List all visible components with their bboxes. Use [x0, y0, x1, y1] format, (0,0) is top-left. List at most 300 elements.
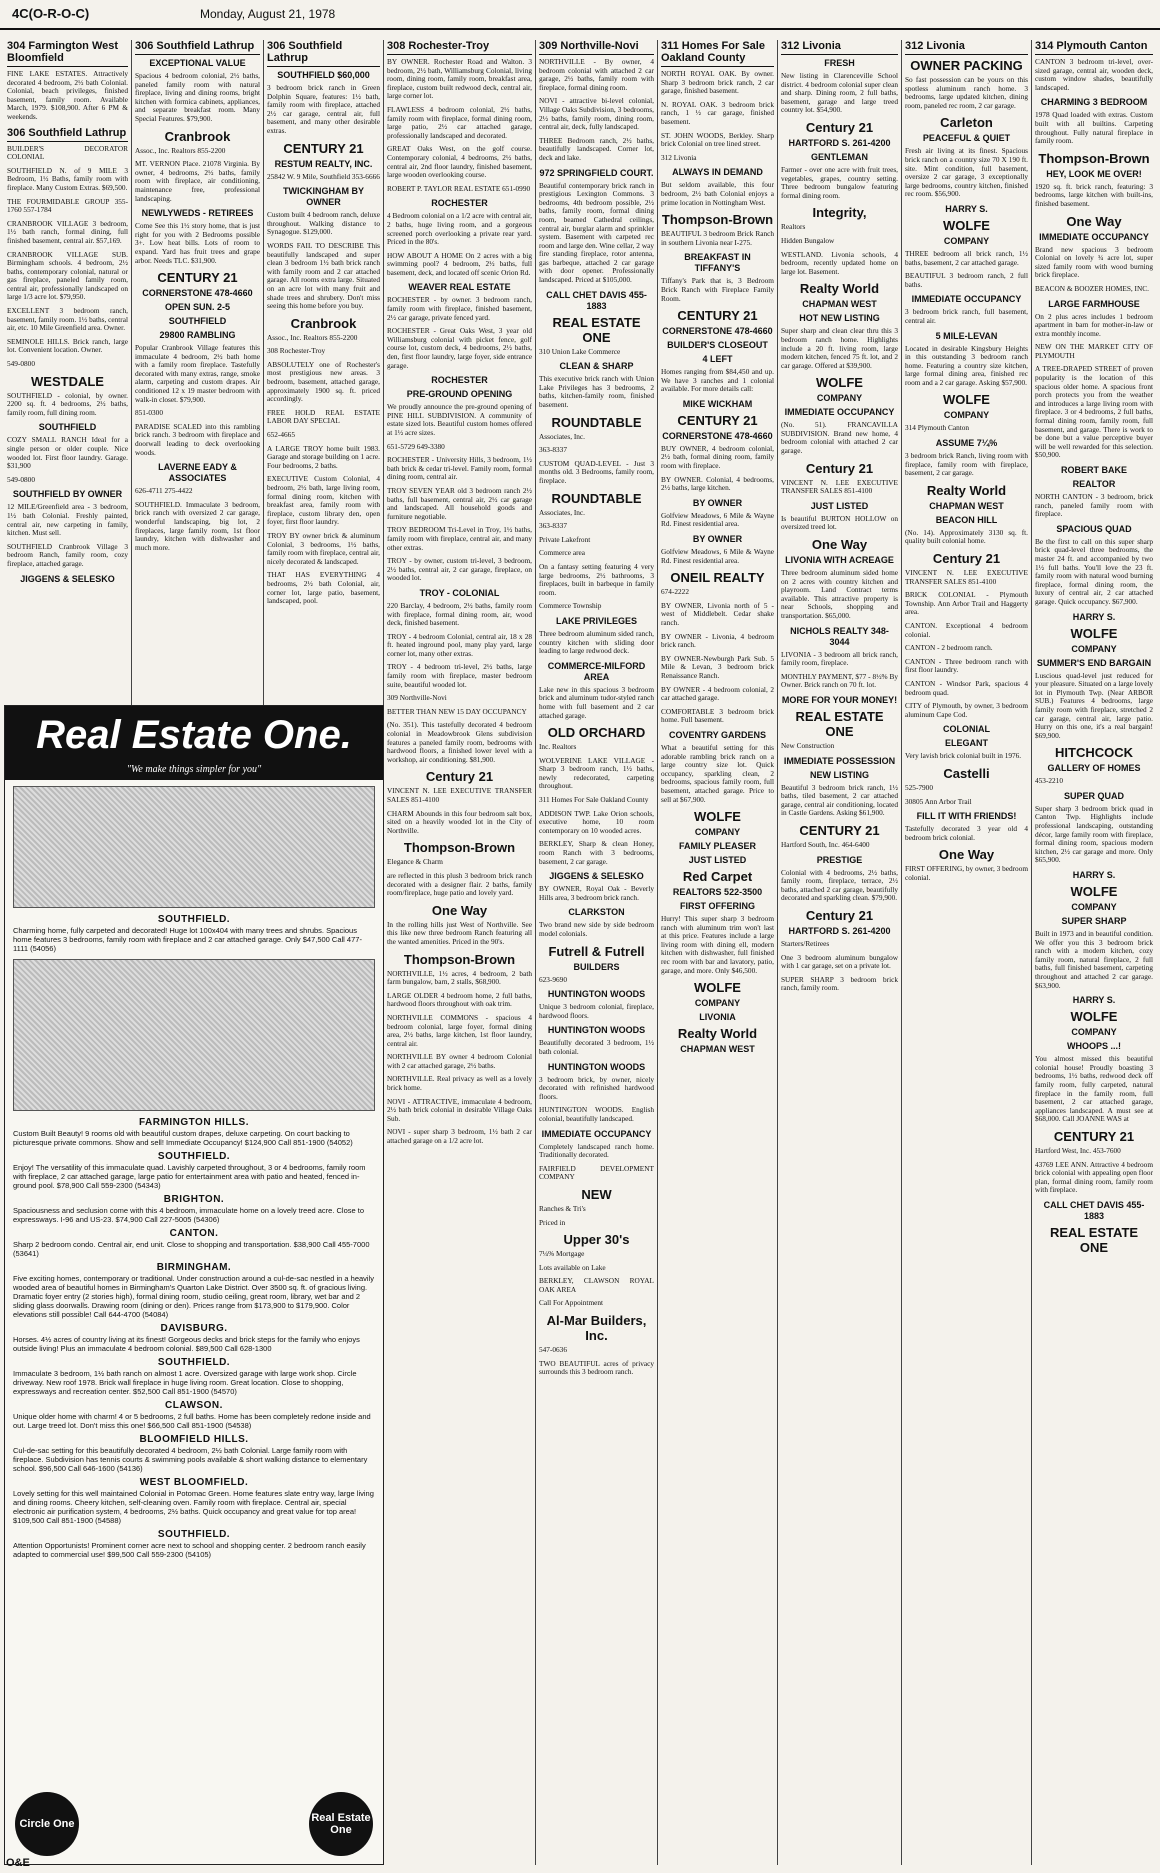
- ad-heading: WOLFE: [1070, 625, 1118, 641]
- ad-heading: ELEGANT: [944, 738, 988, 749]
- ad-heading: OLD ORCHARD: [547, 725, 646, 741]
- ad-heading: ROUNDTABLE: [551, 414, 642, 430]
- classified-column-5: [536, 40, 658, 1865]
- classified-ad: FREE HOLD REAL ESTATE LABOR DAY SPECIAL: [267, 407, 380, 426]
- classified-ad: MT. VERNON Place. 21078 Virginia. By owner, 4 bedrooms, 2½ baths, family room with fireplace, air conditioning, maintenance free, professional landscaping.: [135, 159, 260, 203]
- listing-heading: SOUTHFIELD.: [157, 914, 231, 925]
- listing-heading: SOUTHFIELD.: [157, 1529, 231, 1540]
- classified-ad: BRICK COLONIAL - Plymouth Township. Ann Arbor Trail and Haggerty area.: [905, 590, 1028, 617]
- ad-heading: COLONIAL: [943, 724, 990, 735]
- ad-heading: HUNTINGTON WOODS: [547, 1025, 646, 1036]
- classified-ad: 549-0800: [7, 359, 35, 369]
- classified-ad: BY OWNER - Livonia, 4 bedroom brick ranch.: [661, 631, 774, 650]
- classified-ad: 3 bedroom brick ranch in Green Dolphin Square, features: 1½ bath, family room with fireplace, attached 2½ car garage, central air, full basement, and many other desirable extras.: [267, 83, 380, 135]
- ad-heading: COMPANY: [943, 410, 990, 421]
- classified-ad: Ranches & Tri's: [539, 1203, 586, 1213]
- classified-ad: On 2 plus acres includes 1 bedroom apartment in barn for mother-in-law or extra monthly income.: [1035, 311, 1153, 338]
- classified-ad: BERKLEY, CLAWSON ROYAL OAK AREA: [539, 1276, 654, 1294]
- page-footer: O&E: [6, 1857, 30, 1869]
- classified-ad: You almost missed this beautiful colonial house! Proudly boasting 3 bedrooms, 1½ baths, redwood deck off family room, fully carpeted, natural fireplace in the family room, full basement, 2 car attached garage, appliances landscaped. A must see at $68,000. Call JOANNE WAS at: [1035, 1054, 1153, 1124]
- ad-heading: MORE FOR YOUR MONEY!: [781, 694, 898, 705]
- classified-ad: FLAWLESS 4 bedroom colonial, 2½ baths, family room with fireplace, formal dining room, large patio, 2½ car attached garage, professionally landscaped and decorated.: [387, 104, 532, 140]
- ad-heading: ASSUME 7¼%: [935, 438, 998, 449]
- ad-heading: Red Carpet: [682, 869, 753, 885]
- ad-heading: Thompson-Brown: [661, 212, 774, 228]
- house-photo-icon: [13, 786, 375, 908]
- ad-heading: One Way: [1066, 213, 1122, 229]
- classified-ad: FIRST OFFERING, by owner, 3 bedroom colonial.: [905, 864, 1029, 882]
- ad-heading: CHAPMAN WEST: [680, 1044, 755, 1055]
- classified-ad: FINE LAKE ESTATES. Attractively decorated 4 bedroom, 2½ bath Colonial. Colonial, beach privileges, finished basement, family room. Available March, 1979. $108,900. After 6 PM & weekends.: [7, 69, 128, 121]
- ad-heading: WOLFE: [1070, 884, 1118, 900]
- listing-heading: DAVISBURG.: [160, 1323, 228, 1334]
- listing-text: Charming home, fully carpeted and decorated! Huge lot 100x404 with many trees and shrubs. Spacious home features 3 bedrooms, family room with fireplace and 2 car attached garage. Only $47,500 Call 477-1111 (54056): [13, 926, 362, 953]
- classified-ad: 220 Barclay, 4 bedroom, 2½ baths, family room with fireplace, formal dining room, air, wood deck, finished basement.: [387, 600, 532, 628]
- classified-ad: NORTHVILLE BY owner 4 bedroom Colonial with 2 car attached garage, 2½ baths.: [387, 1052, 532, 1070]
- classified-ad: WOLVERINE LAKE VILLAGE - Sharp 3 bedroom ranch, 1½ baths, newly redecorated, carpeting throughout.: [539, 755, 654, 791]
- ad-heading: IMMEDIATE POSSESSION: [783, 755, 896, 766]
- ad-heading: NEWLYWEDS - RETIREES: [141, 208, 254, 219]
- ad-heading: SPACIOUS QUAD: [1056, 523, 1132, 534]
- listing-text: Horses. 4½ acres of country living at its finest! Gorgeous decks and brick steps for the family who enjoys outside living! Plus an immaculate 4 bedroom colonial. $89,500 Call 628-1300: [13, 1335, 360, 1353]
- ad-heading: IMMEDIATE OCCUPANCY: [1039, 231, 1149, 242]
- ad-heading: BREAKFAST IN TIFFANY'S: [684, 252, 751, 274]
- ad-heading: 29800 RAMBLING: [159, 330, 236, 341]
- ad-heading: WEAVER REAL ESTATE: [408, 282, 511, 293]
- ad-heading: BEACON HILL: [935, 514, 998, 525]
- classified-ad: HOW ABOUT A HOME On 2 acres with a big swimming pool? 4 bedroom, 2½ baths, full basement, deck, and located off scenic Orion Rd.: [387, 250, 532, 277]
- listing-heading: BLOOMFIELD HILLS.: [139, 1434, 249, 1445]
- classified-ad: NORTHVILLE, 1½ acres, 4 bedroom, 2 bath farm bungalow, barn, 2 stalls, $68,900.: [387, 968, 532, 987]
- classified-ad: 311 Homes For Sale Oakland County: [539, 795, 649, 805]
- classified-ad: WESTLAND. Livonia schools, 4 bedroom, recently updated home on large lot. Basement.: [781, 249, 898, 276]
- ad-heading: JIGGENS & SELESKO: [20, 573, 115, 584]
- ad-heading: LAKE PRIVILEGES: [555, 615, 637, 626]
- classified-ad: Lake new in this spacious 3 bedroom brick and aluminum tudor-styled ranch home with full basement and 2 car attached garage.: [539, 684, 654, 720]
- classified-ad: CANTON 3 bedroom tri-level, over-sized garage, central air, wooden deck, custom window shades, beautifully landscaped.: [1035, 57, 1153, 92]
- ad-heading: WOLFE: [1070, 1009, 1118, 1025]
- classified-ad: New Construction: [781, 740, 835, 750]
- ad-heading: CLARKSTON: [568, 907, 625, 918]
- ad-heading: ALWAYS IN DEMAND: [672, 167, 763, 178]
- ad-heading: HARRY S.: [945, 203, 988, 214]
- classified-ad: THE FOURMIDABLE GROUP 355-1760 557-1784: [7, 196, 128, 215]
- ad-heading: PEACEFUL & QUIET: [922, 133, 1011, 144]
- ad-heading: CENTURY 21: [677, 412, 758, 428]
- ad-heading: HARRY S.: [1072, 995, 1116, 1006]
- ad-heading: Century 21: [805, 907, 874, 923]
- classified-ad: Assoc., Inc. Realtors 855-2200: [267, 332, 358, 342]
- ad-heading: JIGGENS & SELESKO: [549, 871, 644, 882]
- classified-ad: In the rolling hills just West of Northville. See this like new three bedroom Ranch featuring all the wanted amenities. Priced in the 90's.: [387, 919, 532, 946]
- ad-heading: HARRY S.: [1072, 870, 1116, 881]
- ad-heading: CORNERSTONE 478-4660: [662, 326, 773, 337]
- classified-ad: TROY - 4 bedroom tri-level, 2½ baths, large family room with fireplace, master bedroom suite, beautiful wooded lot.: [387, 662, 532, 689]
- listing-text: Sharp 2 bedroom condo. Central air, end unit. Close to shopping and transportation. $38,900 Call 455-7000 (53641): [13, 1240, 370, 1258]
- circle-one-logo: Circle One: [15, 1792, 79, 1856]
- classified-ad: 626-4711 275-4422: [135, 486, 193, 496]
- ad-heading: SUPER QUAD: [1063, 790, 1124, 801]
- listing-text: Immaculate 3 bedroom, 1½ bath ranch on almost 1 acre. Oversized garage with large work shop. Circle driveway. New roof 1978. Brick wall fireplace in huge living room. Great location. Close to shopping, expressways and recreation center. $52,500 Call 851-1900 (54570): [13, 1369, 357, 1396]
- classified-ad: BY OWNER-Newburgh Park Sub. 5 Mile & Levan, 3 bedroom brick Renaissance Ranch.: [661, 653, 774, 680]
- classified-ad: New listing in Clarenceville School district. 4 bedroom colonial super clean and sharp. Dining room, 2 full baths, basement, garage and large treed country lot. $54,900.: [781, 71, 898, 115]
- ad-heading: BY OWNER: [692, 534, 743, 545]
- classified-ad: What a beautiful setting for this adorable rambling brick ranch on a large country size lot. Quick occupancy, sparkling clean, 2 bedrooms, spacious family room, full basement, attached garage. Price to sell at $67,900.: [661, 742, 774, 804]
- ad-heading: Integrity,: [812, 205, 867, 221]
- ad-heading: WOLFE: [694, 809, 741, 825]
- classified-ad: SEMINOLE HILLS. Brick ranch, large lot. Convenient location. Owner.: [7, 336, 128, 355]
- classified-ad: FAIRFIELD DEVELOPMENT COMPANY: [539, 1163, 654, 1182]
- listing-text: Enjoy! The versatility of this immaculate quad. Lavishly carpeted throughout, 3 or 4 bedrooms, family room with fireplace, 2 car attached garage, large patio for entertainment area with patio and heated, fenced in-ground pool. $78,900 Call 559-2300 (54343): [13, 1163, 366, 1190]
- classified-ad: (No. 351). This tastefully decorated 4 bedroom colonial in Meadowbrook Glens subdivision features a paneled family room, bedrooms with hardwood floors, a finished lower level with a workshop, air conditioning. $81,900.: [387, 720, 532, 764]
- ad-heading: EXCEPTIONAL VALUE: [149, 58, 246, 68]
- ad-heading: NEW: [581, 1186, 612, 1202]
- ad-heading: IMMEDIATE OCCUPANCY: [784, 407, 895, 418]
- listing-heading: CANTON.: [169, 1228, 219, 1239]
- ad-heading: HARRY S.: [1072, 611, 1116, 622]
- ad-heading: COMPANY: [816, 393, 863, 404]
- ad-heading: LARGE FARMHOUSE: [1048, 298, 1140, 309]
- classified-ad: EXCELLENT 3 bedroom ranch, basement, family room. 1½ baths, central air, etc. 10 Mile Greenfield area. Owner.: [7, 306, 128, 333]
- classified-ad: TROY - by owner, custom tri-level, 3 bedroom, 2½ baths, central air, 2 car garage, fireplace, on wooded lot.: [387, 556, 532, 583]
- ad-heading: REAL ESTATE ONE: [1049, 1224, 1139, 1255]
- classified-ad: THREE Bedroom ranch, 2½ baths, beautifully landscaped. Corner lot, deck and lake.: [539, 135, 654, 162]
- ad-heading: NICHOLS REALTY 348-3044: [790, 625, 889, 647]
- ad-heading: 5 MILE-LEVAN: [935, 330, 998, 341]
- classified-ad: SOUTHFIELD Cranbrook Village 3 bedroom Ranch, family room, cozy fireplace, attached garage.: [7, 541, 128, 568]
- classified-ad: GREAT Oaks West, on the golf course. Contemporary colonial, 4 bedrooms, 2½ baths, central air, 2nd floor laundry, finished basement, large wooden overlooking course.: [387, 144, 532, 180]
- section-header: 306 Southfield Lathrup: [267, 40, 380, 67]
- listing-heading: BIRMINGHAM.: [156, 1262, 232, 1273]
- classified-ad: Farmer - over one acre with fruit trees, vegetables, grapes, country setting. Three bedroom bungalow featuring formal dining room.: [781, 164, 898, 200]
- classified-ad: Colonial with 4 bedrooms, 2½ baths, family room, fireplace, terrace, 2½ baths, attached 2 car garage, beautifully decorated and sparkling clean. $79,900.: [781, 867, 898, 903]
- ad-heading: 4 LEFT: [702, 354, 733, 365]
- listing-heading: WEST BLOOMFIELD.: [139, 1477, 249, 1488]
- classified-ad: Tastefully decorated 3 year old 4 bedroom brick colonial.: [905, 824, 1028, 842]
- ad-heading: WOLFE: [943, 392, 990, 408]
- classified-ad: 851-0300: [135, 408, 163, 418]
- classified-ad: Call For Appointment: [539, 1298, 604, 1308]
- section-header: 306 Southfield Lathrup: [135, 40, 260, 55]
- ad-heading: TROY - COLONIAL: [419, 587, 500, 598]
- classified-ad: CHARM Abounds in this four bedroom salt box, sited on a heavily wooded lot in the City of Northville.: [387, 808, 532, 835]
- ad-heading: HUNTINGTON WOODS: [547, 989, 646, 1000]
- ad-heading: PRESTIGE: [816, 854, 863, 865]
- classified-ad: Beautiful contemporary brick ranch in prestigious Lexington Commons. 3 bedrooms, 4th bedroom possible, 2½ baths, family room, formal dining room, beamed Cathedral ceilings, central air, burglar alarm and sprinkler system. Basement with carpeted rec room and large den. Wine cellar, 2 way fire standing fireplace, rotor antenna, gas barbeque, attached 2 car garage with door opener. Professionally landscaped. Priced at $105,000.: [539, 180, 654, 285]
- classified-ad: One 3 bedroom aluminum bungalow with 1 car garage, set on a private lot.: [781, 952, 898, 971]
- ad-heading: WESTDALE: [31, 373, 104, 389]
- classified-ad: 3 bedroom brick ranch, full basement, central air.: [905, 307, 1028, 325]
- classified-ad: Super sharp 3 bedroom brick quad in Canton Twp. Highlights include professional landscaping, outstanding décor, large family room with fireplace, formal dining room, spacious modern kitchen, 2½ car garage and more. Only $65,900.: [1035, 803, 1153, 865]
- classified-ad: VINCENT N. LEE EXECUTIVE TRANSFER SALES 851-4100: [387, 786, 532, 804]
- classified-ad: 7¼% Mortgage: [539, 1249, 585, 1259]
- classified-ad: We proudly announce the pre-ground opening of PINE HILL SUBDIVISION. A community of estate sized lots. Beautiful custom homes offered at 1½ acre sizes.: [387, 402, 532, 437]
- ad-heading: REAL ESTATE ONE: [795, 708, 884, 739]
- ad-heading: LIVONIA WITH ACREAGE: [785, 555, 894, 566]
- classified-ad: 547-0636: [539, 1345, 567, 1355]
- classified-ad: Beautifully decorated 3 bedroom, 1½ bath colonial.: [539, 1038, 654, 1056]
- classified-ad: Homes ranging from $84,450 and up. We have 3 ranches and 1 colonial available. For more details call:: [661, 367, 774, 394]
- classified-ad: ADDISON TWP. Lake Orion schools, executive home, 10 room contemporary on 10 wooded acres.: [539, 808, 654, 835]
- listing-heading: SOUTHFIELD.: [157, 1357, 231, 1368]
- ad-heading: HEY, LOOK ME OVER!: [1046, 168, 1142, 179]
- classified-ad: 3 bedroom brick, by owner, nicely decorated with refinished hardwood floors.: [539, 1074, 654, 1101]
- ad-heading: SOUTHFIELD: [38, 422, 97, 433]
- ad-heading: Al-Mar Builders, Inc.: [546, 1313, 647, 1344]
- ad-heading: Cranbrook: [290, 315, 357, 331]
- listing-text: Spaciousness and seclusion come with this 4 bedroom, immaculate home on a lovely treed acre. Close to expressways. I-96 and US-23. $74,900 Call 227-5005 (54306): [13, 1206, 365, 1224]
- classified-ad: VINCENT N. LEE EXECUTIVE TRANSFER SALES 851-4100: [905, 568, 1028, 586]
- ad-heading: SUMMER'S END BARGAIN: [1036, 657, 1152, 668]
- classified-ad: Priced in: [539, 1217, 566, 1227]
- ad-heading: CENTURY 21: [157, 270, 238, 286]
- ad-heading: Century 21: [805, 460, 874, 476]
- classified-ad: 674-2222: [661, 587, 689, 597]
- ad-heading: COMPANY: [1071, 643, 1117, 654]
- ad-heading: CENTURY 21: [677, 308, 758, 324]
- classified-ad: NOVI - ATTRACTIVE, immaculate 4 bedroom, 2½ bath brick colonial in desirable Village Oaks Sub.: [387, 1096, 532, 1123]
- ad-heading: CENTURY 21: [283, 140, 364, 156]
- classified-ad: Lots available on Lake: [539, 1262, 606, 1272]
- ad-heading: Futrell & Futrell: [548, 943, 645, 959]
- classified-ad: BY OWNER, Livonia north of 5 - west of Middlebelt. Cedar shake ranch.: [661, 600, 774, 627]
- classified-ad: Come See this 1½ story home, that is just right for you with 2 Bedrooms possible 3+. Low heat bills. Lots of room to expand. Yard has fruit trees and grape arbor. Needs TLC. $31,900.: [135, 221, 260, 265]
- ad-heading: REALTOR: [1072, 479, 1116, 489]
- real-estate-one-seal-logo: Real Estate One: [309, 1792, 373, 1856]
- classified-ad: ROCHESTER - Great Oaks West, 3 year old Williamsburg colonial with picket fence, golf course lot, custom deck, 4 bedrooms, 2½ baths, den, first floor laundry, large foyer, side entrance garage.: [387, 326, 532, 370]
- classified-ad: SOUTHFIELD. Immaculate 3 bedroom, brick ranch with oversized 2 car garage, wonderful landscaping, big lot, 2 fireplaces, large family room, 1st floor laundry, kitchen with dishwasher and much more.: [135, 499, 260, 552]
- ad-heading: Thompson-Brown: [1038, 150, 1150, 166]
- ad-heading: Carleton: [940, 115, 993, 131]
- classified-column-2: [132, 40, 264, 705]
- classified-ad: BUILDER'S DECORATOR COLONIAL: [7, 143, 128, 162]
- classified-ad: 3 bedroom brick Ranch, living room with fireplace, family room with fireplace, basement, 2 car garage.: [905, 451, 1028, 478]
- classified-ad: THREE bedroom all brick ranch, 1½ baths, basement, 2 car attached garage.: [905, 248, 1028, 267]
- ad-heading: NEW LISTING: [810, 769, 869, 780]
- section-header: 306 Southfield Lathrup: [7, 127, 128, 142]
- classified-ad: Located in desirable Kingsbury Heights in this outstanding 3 bedroom ranch home. Featuring a country size kitchen, large formal dining area, finished rec room and a 2 car garage. Asking $57,900.: [905, 343, 1028, 387]
- classified-ad: NOVI - attractive bi-level colonial, Village Oaks Subdivision, 3 bedrooms, 2½ baths, family room, dining room, central air, deck, fully landscaped.: [539, 96, 654, 132]
- listing-text: Unique older home with charm! 4 or 5 bedrooms, 2 full baths. Home has been completely redone inside and out. Large treed lot. Don't miss this one! $66,500 Call 851-1900 (54538): [13, 1412, 371, 1430]
- classified-ad: So fast possession can be yours on this spotless aluminum ranch home. 3 bedrooms, large updated kitchen, dining room, paneled rec room, 2 car garage.: [905, 75, 1028, 110]
- ad-heading: FAMILY PLEASER: [678, 841, 757, 852]
- classified-ad: Associates, Inc.: [539, 507, 585, 517]
- classified-column-1: [4, 40, 132, 705]
- classified-ad: 549-0800: [7, 474, 35, 484]
- classified-ad: Three bedroom aluminum sided ranch, country kitchen with sliding door leading to large redwood deck.: [539, 628, 654, 656]
- classified-ad: 651-5729 649-3380: [387, 441, 445, 451]
- classified-ad: BEACON & BOOZER HOMES, INC.: [1035, 283, 1149, 293]
- ad-heading: HARTFORD S. 261-4200: [788, 137, 891, 148]
- classified-ad: TROY BY owner brick & aluminum Colonial, 3 bedrooms, 1½ baths, family room with fireplace, central air, nicely decorated & landscaped.: [267, 530, 380, 566]
- classified-ad: NORTHVILLE COMMONS - spacious 4 bedroom colonial, large foyer, formal dining area, 2½ baths, large kitchen, 1st floor laundry, central air.: [387, 1012, 532, 1048]
- classified-ad: NORTHVILLE - By owner, 4 bedroom colonial with attached 2 car garage, 2½ baths, family room with fireplace, formal dining room.: [539, 57, 654, 92]
- ad-heading: Century 21: [425, 769, 494, 785]
- classified-ad: BY OWNER, Royal Oak - Beverly Hills area, 3 bedroom brick ranch.: [539, 884, 654, 902]
- classified-ad: Very lavish brick colonial built in 1976.: [905, 751, 1022, 761]
- listing-text: Five exciting homes, contemporary or traditional. Under construction around a cul-de-sac nestled in a heavily wooded area of beautiful homes in Birmingham's Quarton Lake District. Over 3500 sq. ft. of gracious living. Dramatic foyer entry (2 stories high), formal dining room, studio ceiling, great room, library, wet bar and 2 sliding glass doorwalls. Drawing room (dining or den). Prices range from $173,900 to $179,900. Color elevations still possible! Call 644-4700 (54084): [13, 1274, 375, 1319]
- classified-ad: EXECUTIVE Custom Colonial, 4 bedroom, 2½ bath, large living room, formal dining room, kitchen with breakfast area, family room with fireplace, custom library den, open foyer, first floor laundry.: [267, 474, 380, 527]
- ad-heading: CHAPMAN WEST: [802, 299, 877, 310]
- ad-heading: FILL IT WITH FRIENDS!: [916, 811, 1017, 822]
- classified-column-9: [1032, 40, 1156, 1865]
- listing-heading: CLAWSON.: [165, 1400, 223, 1411]
- classified-ad: (No. 14). Approximately 3130 sq. ft. quality built colonial home.: [905, 527, 1028, 546]
- classified-ad: On a fantasy setting featuring 4 very large bedrooms, 2½ bathrooms, 3 fireplaces, built in barbeque in family room.: [539, 561, 654, 597]
- classified-ad: Private Lakefront: [539, 534, 591, 544]
- classified-ad: Spacious 4 bedroom colonial, 2½ baths, paneled family room with natural fireplace, living and dining rooms, bright kitchen with formica cabinets, appliances, and separate breakfast room. Many Special Features. $79,900.: [135, 71, 260, 123]
- classified-column-4: [384, 40, 536, 1865]
- classified-ad: Inc. Realtors: [539, 742, 577, 752]
- classified-ad: ABSOLUTELY one of Rochester's most prestigious new areas. 3 bedroom, basement, attached garage, approximately 1900 sq. ft. priced accordingly.: [267, 359, 380, 404]
- classified-column-3: [264, 40, 384, 705]
- ad-heading: Realty World: [799, 281, 880, 297]
- ad-heading: COMMERCE-MILFORD AREA: [547, 660, 646, 682]
- classified-ad: CUSTOM QUAD-LEVEL - Just 3 months old. 3 Bedrooms, family room, fireplace.: [539, 458, 654, 485]
- classified-ad: COMFORTABLE 3 bedroom brick home. Full basement.: [661, 706, 774, 725]
- classified-ad: But seldom available, this four bedroom, 2½ bath Colonial enjoys a prime location in Nottingham West.: [661, 180, 774, 207]
- ad-heading: LIVONIA: [699, 1012, 736, 1023]
- ad-heading: OWNER PACKING: [910, 58, 1023, 73]
- classified-ad: (No. 51). FRANCAVILLA SUBDIVISION. Brand new home, 4 bedroom colonial with attached 2 car garage.: [781, 420, 898, 456]
- ad-heading: Castelli: [943, 765, 990, 781]
- ad-heading: One Way: [431, 902, 488, 918]
- classified-ad: Is beautiful BURTON HOLLOW on oversized treed lot.: [781, 513, 898, 532]
- ad-heading: WOLFE: [943, 217, 990, 233]
- classified-ad: CRANBROOK VILLAGE SUB. Birmingham schools. 4 bedroom, 2½ baths, contemporary colonial, natural or gas fireplace, paneled family room, central air, professionally landscaped on large 1/3 acre lot. $79,950.: [7, 249, 128, 302]
- classified-ad: 453-2210: [1035, 776, 1063, 786]
- ad-heading: Thompson-Brown: [403, 951, 516, 967]
- ad-heading: ROUNDTABLE: [551, 490, 642, 506]
- classified-ad: A TREE-DRAPED STREET of proven popularity is the location of this spacious older home. A spacious front porch protects you from the weather and introduces a large living room with fireplace. 3 or 4 bedrooms, 2 full baths, formal dining room, family room, full basement, and garage. There is work to be done but a value perceptive buyer will be well rewarded for this selection. $50,900.: [1035, 364, 1153, 460]
- classified-ad: LIVONIA - 3 bedroom all brick ranch, family room, fireplace.: [781, 649, 898, 668]
- listing-heading: FARMINGTON HILLS.: [139, 1117, 249, 1128]
- ad-heading: HITCHCOCK: [1055, 745, 1133, 761]
- section-header: 304 Farmington West Bloomfield: [7, 40, 128, 67]
- issue-date: Monday, August 21, 1978: [200, 7, 336, 21]
- classified-ad: CRANBROOK VILLAGE 3 bedroom, 1½ bath ranch, formal dining, full finished basement, central air. $57,169.: [7, 218, 128, 245]
- classified-ad: NORTHVILLE. Real privacy as well as a lovely brick home.: [387, 1074, 532, 1093]
- ad-heading: CALL CHET DAVIS 455-1883: [1043, 1199, 1145, 1221]
- real-estate-one-logo: Real Estate One.: [5, 706, 383, 780]
- classified-ad: 308 Rochester-Troy: [267, 346, 326, 356]
- classified-ad: 525-7900: [905, 782, 933, 792]
- listing-text: Lovely setting for this well maintained Colonial in Potomac Green. Home features slate entry way, large living and dining rooms. Cheery kitchen, self-cleaning oven. Family room with fireplace. Central air, special electronic air purification system, 4 bedrooms, 2½ baths. Quick occupancy and great value for top area! $109,500 Call 851-1900 (54588): [13, 1489, 374, 1525]
- classified-ad: ROBERT P. TAYLOR REAL ESTATE 651-0990: [387, 183, 531, 193]
- classified-ad: Commerce area: [539, 548, 585, 558]
- classified-ad: Hartford South, Inc. 464-6400: [781, 839, 870, 849]
- ad-heading: GALLERY OF HOMES: [1047, 763, 1141, 774]
- ad-heading: Century 21: [805, 119, 874, 135]
- ad-heading: CHARMING 3 BEDROOM: [1040, 97, 1148, 108]
- classified-ad: Golfview Meadows, 6 Mile & Wayne Rd. Finest residential area.: [661, 510, 774, 529]
- classified-ad: Luscious quad-level just reduced for your pleasure. Situated on a large lovely lot in Plymouth Twp. (Near ARBOR SUB.) Features 4 bedrooms, large family room with fireplace, stretched 2 car garage, central air, large patio. Hurry on this one, it's a real bargain! $69,900.: [1035, 670, 1153, 740]
- classified-column-7: [778, 40, 902, 1865]
- classified-ad: Hidden Bungalow: [781, 235, 835, 245]
- ad-heading: BUILDER'S CLOSEOUT: [667, 340, 768, 351]
- ad-heading: ROCHESTER: [431, 198, 488, 209]
- ad-heading: JUST LISTED: [688, 855, 747, 866]
- ad-heading: HOT NEW LISTING: [799, 313, 880, 324]
- real-estate-one-ad: [4, 705, 384, 1865]
- section-header: 309 Northville-Novi: [539, 40, 654, 55]
- ad-heading: MIKE WICKHAM: [682, 398, 753, 409]
- classified-ad: Be the first to call on this super sharp brick quad-level three bedrooms, the master 24 ft. and accompanied by two 1½ full baths. You'll love the 23 ft. family room with natural wood burning fireplace, formal dining room, the luxury of central air, 2 car attached garage. Quick occupancy. $67,900.: [1035, 536, 1153, 606]
- classified-ad: HUNTINGTON WOODS. English colonial, beautifully landscaped.: [539, 1105, 654, 1123]
- classified-ad: CANTON - Windsor Park, spacious 4 bedroom quad.: [905, 678, 1028, 697]
- classified-ad: Popular Cranbrook Village features this immaculate 4 bedroom, 2½ bath home with a family room fireplace. Tastefully decorated with many extras, range, smoke alarm, carpeting and custom drapes. Air conditioned 12 x 19 master bedroom with walk-in closet. $79,900.: [135, 343, 260, 404]
- classified-ad: 363-8337: [539, 445, 567, 455]
- classified-ad: SOUTHFIELD - colonial, by owner. 2200 sq. ft. 4 bedrooms, 2½ baths, family room, full dining room.: [7, 390, 128, 417]
- classified-ad: 1920 sq. ft. brick ranch, featuring: 3 bedrooms, large kitchen with built-ins, finished basement.: [1035, 181, 1153, 208]
- classified-ad: Hartford West, Inc. 453-7600: [1035, 1145, 1121, 1155]
- ad-heading: COVENTRY GARDENS: [668, 729, 766, 740]
- classified-ad: BEAUTIFUL 3 bedroom ranch, 2 full baths.: [905, 271, 1028, 289]
- classified-ad: BETTER THAN NEW 15 DAY OCCUPANCY: [387, 706, 527, 716]
- section-header: 308 Rochester-Troy: [387, 40, 532, 55]
- ad-heading: Thompson-Brown: [403, 840, 516, 856]
- classified-column-6: [658, 40, 778, 1865]
- classified-ad: ST. JOHN WOODS, Berkley. Sharp brick Colonial on tree lined street.: [661, 130, 774, 149]
- classified-ad: Unique 3 bedroom colonial, fireplace, hardwood floors.: [539, 1002, 654, 1020]
- ad-heading: 972 SPRINGFIELD COURT.: [539, 167, 654, 178]
- classified-ad: NORTH CANTON - 3 bedroom, brick ranch, paneled family room with fireplace.: [1035, 492, 1153, 519]
- classified-ad: 4 Bedroom colonial on a 1/2 acre with central air, 2 baths, huge living room, and a gorgeous screened porch overlooking a private rear yard. Priced in the 80's.: [387, 211, 532, 247]
- classified-ad: Hurry! This super sharp 3 bedroom ranch with aluminum trim won't last at this price. Features include a large living room with dining ell, modern kitchen with dishwasher, full finished rec room with bar and lavatory, patio, garage, and more. Only $46,500.: [661, 914, 774, 975]
- ad-heading: CENTURY 21: [799, 822, 880, 838]
- ad-heading: Upper 30's: [563, 1232, 630, 1248]
- listing-heading: BRIGHTON.: [163, 1194, 225, 1205]
- classified-ad: 623-9690: [539, 974, 567, 984]
- classified-ad: COZY SMALL RANCH Ideal for a single person or older couple. Nice wooded lot. First floor laundry. Garage. $31,900: [7, 435, 128, 471]
- ad-heading: BUILDERS: [573, 961, 620, 972]
- ad-heading: RESTUM REALTY, INC.: [274, 158, 373, 169]
- classified-ad: N. ROYAL OAK. 3 bedroom brick ranch, 1 ½ car garage, finished basement.: [661, 99, 774, 126]
- classified-ad: CANTON - Three bedroom ranch with first floor laundry.: [905, 656, 1028, 675]
- classified-ad: TROY - 4 bedroom Colonial, central air, 18 x 28 ft. heated inground pool, many play yard, large corner lot, many other extras.: [387, 631, 532, 658]
- classified-ad: 312 Livonia: [661, 152, 697, 162]
- classified-ad: TWO BEAUTIFUL acres of privacy surrounds this 3 bedroom ranch.: [539, 1358, 654, 1377]
- section-header: 312 Livonia: [905, 40, 1028, 55]
- classified-ad: 652-4665: [267, 430, 295, 440]
- classified-ad: PARADISE SCALED into this rambling brick ranch. 3 bedroom with fireplace and doorwall leading to deck overlooking woods.: [135, 421, 260, 457]
- ad-heading: ROCHESTER: [431, 375, 488, 386]
- section-header: 312 Livonia: [781, 40, 898, 55]
- classified-ad: Commerce Township: [539, 601, 602, 611]
- ad-heading: OPEN SUN. 2-5: [164, 302, 231, 313]
- classified-ad: CANTON. Exceptional 4 bedroom colonial.: [905, 621, 1028, 639]
- ad-heading: HUNTINGTON WOODS: [547, 1061, 646, 1072]
- classified-ad: Tiffany's Park that is, 3 Bedroom Brick Ranch with Fireplace Family Room.: [661, 276, 774, 303]
- masthead: [0, 0, 1160, 30]
- classified-ad: Associates, Inc.: [539, 431, 585, 441]
- ad-heading: FIRST OFFERING: [680, 901, 755, 912]
- ad-heading: CHAPMAN WEST: [929, 500, 1004, 511]
- classified-ad: MONTHLY PAYMENT, $77 - 8½% By Owner. Brick ranch on 70 ft. lot.: [781, 671, 898, 690]
- classified-ad: BY OWNER. Colonial, 4 bedrooms, 2½ baths, large kitchen.: [661, 474, 774, 493]
- ad-heading: CLEAN & SHARP: [559, 361, 634, 372]
- classified-ad: NOVI - super sharp 3 bedroom, 1½ bath 2 car attached garage on a 1/2 acre lot.: [387, 1127, 532, 1146]
- classified-ad: TROY SEVEN YEAR old 3 bedroom ranch 2½ baths, full basement, central air, 2½ car garage and landscaped. All household goods and furniture negotiable.: [387, 485, 532, 521]
- ad-heading: COMPANY: [943, 235, 990, 246]
- ad-heading: CENTURY 21: [1053, 1128, 1135, 1144]
- classified-ad: WORDS FAIL TO DESCRIBE This beautifully landscaped and super clean 3 bedroom 1½ bath brick ranch with family room and 2 car attached garage. All rooms extra large. Situated on an acre lot with many fruit and shade trees and shrubery. Don't miss seeing this home before you buy.: [267, 240, 380, 311]
- ad-heading: COMPANY: [694, 827, 741, 838]
- listing-text: Custom Built Beauty! 9 rooms old with beautiful custom drapes, deluxe carpeting. On court backing to picturesque private commons. Show and sell! Immediate Occupancy! $124,900 Call 851-1900 (54052): [13, 1129, 353, 1147]
- ad-heading: BY OWNER: [692, 497, 743, 508]
- classified-ad: BERKLEY, Sharp & clean Honey, room Ranch with 3 bedrooms, basement, 2 car garage.: [539, 839, 654, 866]
- ad-heading: PRE-GROUND OPENING: [406, 389, 513, 400]
